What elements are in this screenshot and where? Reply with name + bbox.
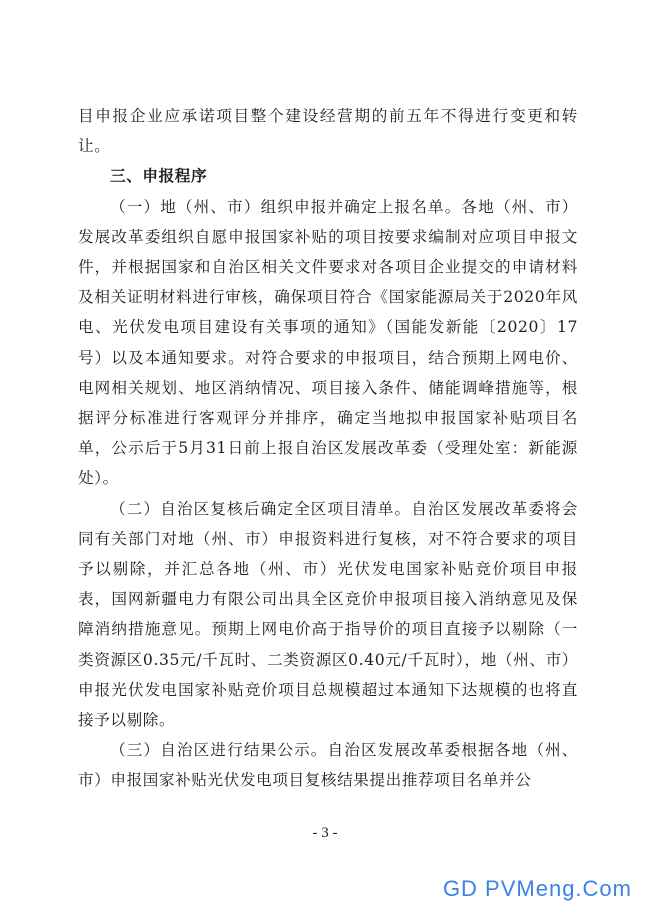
page-number: - 3 -: [312, 825, 338, 841]
section-heading: 三、申报程序: [110, 167, 208, 186]
paragraph-continuation: 目申报企业应承诺项目整个建设经营期的前五年不得进行变更和转让。: [78, 107, 578, 156]
paragraph-step-two: （二）自治区复核后确定全区项目清单。自治区发展改革委将会同有关部门对地（州、市）申报资料进行复核，对不符合要求的项目予以剔除，并汇总各地（州、市）光伏发电国家补贴竞价项目申报表，国网新疆电力有限公司出具全区竞价申报项目接入消纳意见及保障消纳措施意见。预期上网电价高于指导价的项目直接予以剔除（一类资源区0.35元/千瓦时、二类资源区0.40元/千瓦时），地（州、市）申报光伏发电国家补贴竞价项目总规模超过本通知下达规模的也将直接予以剔除。: [78, 499, 578, 730]
paragraph-step-three: （三）自治区进行结果公示。自治区发展改革委根据各地（州、市）申报国家补贴光伏发电项目复核结果提出推荐项目名单并公: [78, 741, 578, 790]
document-body: [78, 101, 578, 796]
paragraph-step-one: （一）地（州、市）组织申报并确定上报名单。各地（州、市）发展改革委组织自愿申报国家补贴的项目按要求编制对应项目申报文件，并根据国家和自治区相关文件要求对各项目企业提交的申请材料及相关证明材料进行审核，确保项目符合《国家能源局关于2020年风电、光伏发电项目建设有关事项的通知》（国能发新能〔2020〕17号）以及本通知要求。对符合要求的申报项目，结合预期上网电价、电网相关规划、地区消纳情况、项目接入条件、储能调峰措施等，根据评分标准进行客观评分并排序，确定当地拟申报国家补贴项目名单，公示后于5月31日前上报自治区发展改革委（受理处室：新能源处）。: [78, 197, 578, 488]
watermark: GD PVMeng.Com: [442, 876, 632, 901]
